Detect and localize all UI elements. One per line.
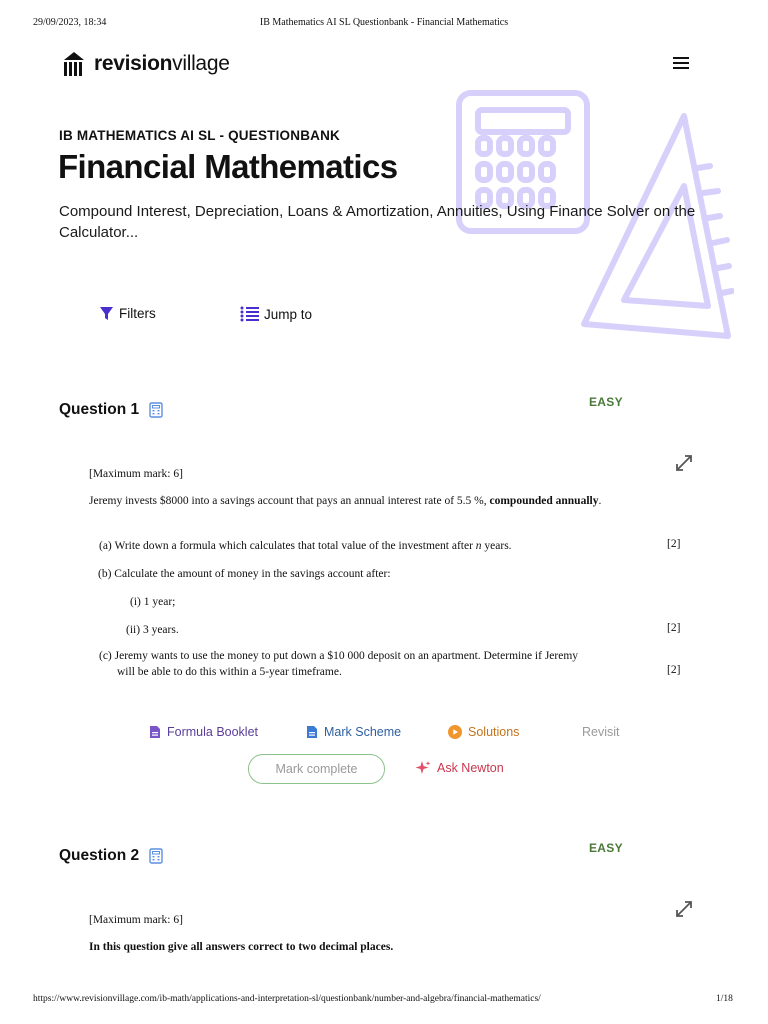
mark-scheme-button[interactable]: Mark Scheme — [306, 725, 401, 739]
brand-logo[interactable] — [62, 50, 230, 78]
question-intro: In this question give all answers correct to two decimal places. — [89, 941, 394, 953]
part-c-line2: will be able to do this within a 5-year timeframe. — [117, 666, 342, 678]
filters-button[interactable] — [99, 306, 156, 321]
filters-label: Filters — [119, 306, 156, 321]
part-b-i: (i) 1 year; — [130, 596, 176, 608]
formula-booklet-button[interactable]: Formula Booklet — [149, 725, 258, 739]
formula-booklet-icon — [149, 725, 161, 739]
brand-name: revisionvillage — [94, 52, 230, 75]
jump-to-label: Jump to — [264, 306, 313, 322]
part-a-marks: [2] — [667, 538, 681, 550]
part-b-ii: (ii) 3 years. — [126, 624, 179, 636]
page-subtitle: Compound Interest, Depreciation, Loans & Amortization, Annuities, Using Finance Solver on the Calculator... — [59, 203, 696, 241]
question-intro: Jeremy invests $8000 into a savings account that pays an annual interest rate of 5.5 %, compounded annually. — [89, 495, 602, 507]
jump-to-button[interactable] — [240, 306, 312, 322]
mark-complete-button[interactable]: Mark complete — [248, 754, 385, 784]
solutions-play-icon — [448, 725, 462, 739]
max-mark: [Maximum mark: 6] — [89, 468, 183, 480]
max-mark: [Maximum mark: 6] — [89, 914, 183, 926]
expand-icon[interactable] — [674, 453, 694, 473]
revisit-button[interactable]: Revisit — [582, 725, 620, 739]
question-2-title: Question 2 — [59, 847, 163, 865]
calculator-icon[interactable] — [149, 402, 163, 418]
part-b: (b) Calculate the amount of money in the savings account after: — [98, 568, 391, 580]
question-1-title: Question 1 — [59, 401, 163, 419]
part-a: (a) Write down a formula which calculates that total value of the investment after n years. — [99, 540, 512, 552]
difficulty-badge: EASY — [589, 395, 623, 409]
page-title: Financial Mathematics — [58, 148, 398, 185]
mark-scheme-icon — [306, 725, 318, 739]
part-b-marks: [2] — [667, 622, 681, 634]
print-page-number: 1/18 — [716, 994, 733, 1004]
list-icon — [240, 306, 259, 322]
logo-icon — [62, 50, 86, 78]
menu-icon[interactable] — [673, 57, 689, 69]
print-doc-title: IB Mathematics AI SL Questionbank - Financial Mathematics — [259, 17, 509, 28]
sparkle-icon — [415, 760, 431, 776]
part-c: (c) Jeremy wants to use the money to put down a $10 000 deposit on an apartment. Determine if Jeremy — [99, 650, 579, 662]
ask-newton-button[interactable]: Ask Newton — [415, 760, 504, 776]
filter-icon — [99, 306, 114, 321]
difficulty-badge: EASY — [589, 841, 623, 855]
print-datetime: 29/09/2023, 18:34 — [33, 17, 107, 28]
solutions-button[interactable]: Solutions — [448, 725, 519, 739]
part-c-marks: [2] — [667, 664, 681, 676]
expand-icon[interactable] — [674, 899, 694, 919]
calculator-icon[interactable] — [149, 848, 163, 864]
page-kicker: IB MATHEMATICS AI SL - QUESTIONBANK — [59, 128, 340, 143]
print-url: https://www.revisionvillage.com/ib-math/applications-and-interpretation-sl/questionbank/number-and-algebra/financial-mathematics/ — [33, 994, 541, 1004]
